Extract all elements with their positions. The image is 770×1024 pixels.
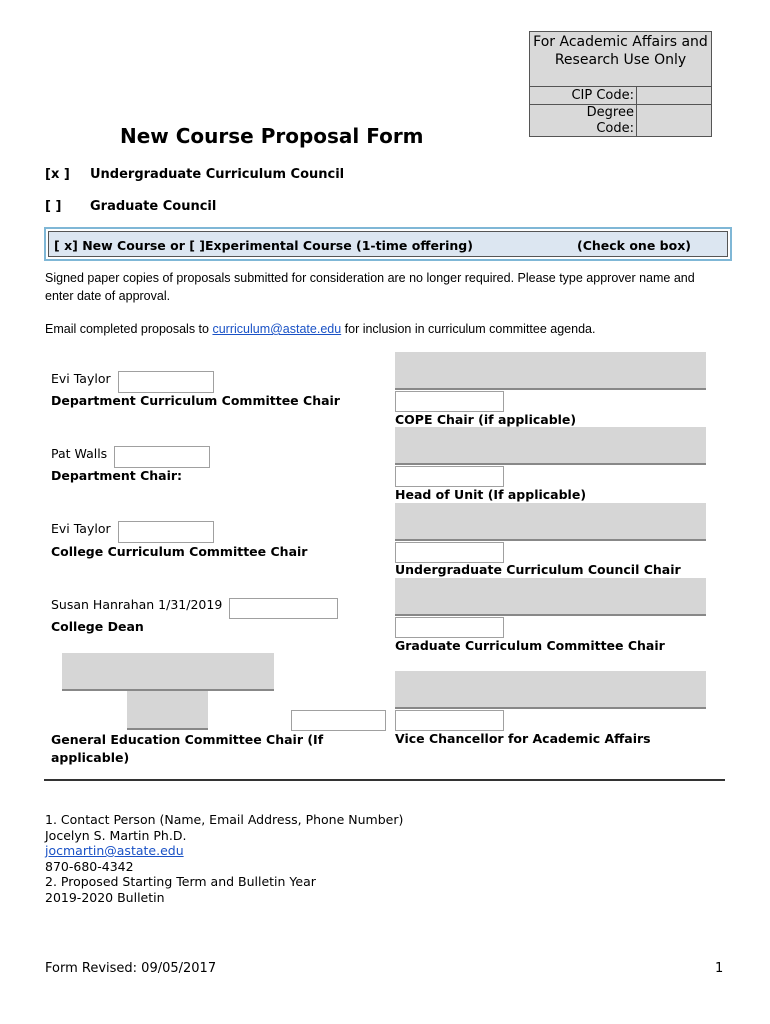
contact-name: Jocelyn S. Martin Ph.D. <box>45 827 187 843</box>
approver-role: Vice Chancellor for Academic Affairs <box>395 731 651 746</box>
section-divider <box>44 779 725 781</box>
email-prefix: Email completed proposals to <box>45 322 213 336</box>
contact-phone: 870-680-4342 <box>45 858 134 874</box>
approver-role: COPE Chair (if applicable) <box>395 412 577 427</box>
date-input[interactable] <box>395 710 504 731</box>
signature-field[interactable] <box>395 427 706 465</box>
approver-role: Undergraduate Curriculum Council Chair <box>395 562 681 577</box>
page-title: New Course Proposal Form <box>120 124 424 148</box>
approver-role: College Dean <box>51 619 144 634</box>
degree-code-field[interactable] <box>636 105 711 136</box>
cip-code-field[interactable] <box>636 87 711 104</box>
signature-field[interactable] <box>395 352 706 390</box>
term-answer: 2019-2020 Bulletin <box>45 889 165 905</box>
approver-name: Susan Hanrahan 1/31/2019 <box>51 597 223 612</box>
email-instruction <box>45 320 725 338</box>
signature-field[interactable] <box>395 671 706 709</box>
approver-role: Department Chair: <box>51 468 183 483</box>
contact-email-link[interactable]: jocmartin@astate.edu <box>45 843 184 858</box>
term-question: 2. Proposed Starting Term and Bulletin Year <box>45 874 316 889</box>
form-revised-date: Form Revised: 09/05/2017 <box>45 961 217 976</box>
email-suffix: for inclusion in curriculum committee agenda. <box>341 322 596 336</box>
office-use-header: For Academic Affairs and Research Use Only <box>530 32 711 87</box>
ug-council-checkbox[interactable]: [x ] <box>45 167 70 182</box>
date-input[interactable] <box>114 446 210 468</box>
curriculum-email-link[interactable]: curriculum@astate.edu <box>212 322 342 336</box>
signature-field[interactable] <box>395 578 706 616</box>
approver-name: Evi Taylor <box>51 521 111 536</box>
grad-council-checkbox[interactable]: [ ] <box>45 199 62 214</box>
approver-role: Department Curriculum Committee Chair <box>51 393 340 408</box>
date-input[interactable] <box>395 466 504 487</box>
signature-field[interactable] <box>395 503 706 541</box>
date-input[interactable] <box>118 371 214 393</box>
approver-role: Graduate Curriculum Committee Chair <box>395 638 665 653</box>
approver-role: College Curriculum Committee Chair <box>51 544 308 559</box>
approver-name: Pat Walls <box>51 446 108 461</box>
date-input[interactable] <box>395 542 504 563</box>
degree-code-label: Degree Code: <box>586 105 634 136</box>
page-number: 1 <box>715 961 724 976</box>
approver-name: Evi Taylor <box>51 371 111 386</box>
date-input[interactable] <box>395 617 504 638</box>
date-input[interactable] <box>229 598 338 619</box>
course-type-options[interactable]: [ x] New Course or [ ]Experimental Course (1-time offering) <box>54 238 473 253</box>
approver-role: Head of Unit (If applicable) <box>395 487 587 502</box>
grad-council-label: Graduate Council <box>90 199 217 214</box>
check-one-note: (Check one box) <box>577 238 691 253</box>
signed-copies-note: Signed paper copies of proposals submitted for consideration are no longer required. Please type approver name and enter date of approval. <box>45 271 695 303</box>
contact-question: 1. Contact Person (Name, Email Address, Phone Number) <box>45 812 404 827</box>
date-input[interactable] <box>395 391 504 412</box>
course-type-box <box>44 227 732 261</box>
gen-ed-signature-field[interactable] <box>62 653 274 691</box>
office-use-box <box>529 31 712 137</box>
date-input[interactable] <box>118 521 214 543</box>
approver-role: General Education Committee Chair (If applicable) <box>51 732 324 765</box>
date-input[interactable] <box>291 710 386 731</box>
ug-council-label: Undergraduate Curriculum Council <box>90 167 345 182</box>
cip-code-label: CIP Code: <box>571 88 634 103</box>
contact-section <box>45 812 403 905</box>
gen-ed-name-field[interactable] <box>127 691 208 730</box>
